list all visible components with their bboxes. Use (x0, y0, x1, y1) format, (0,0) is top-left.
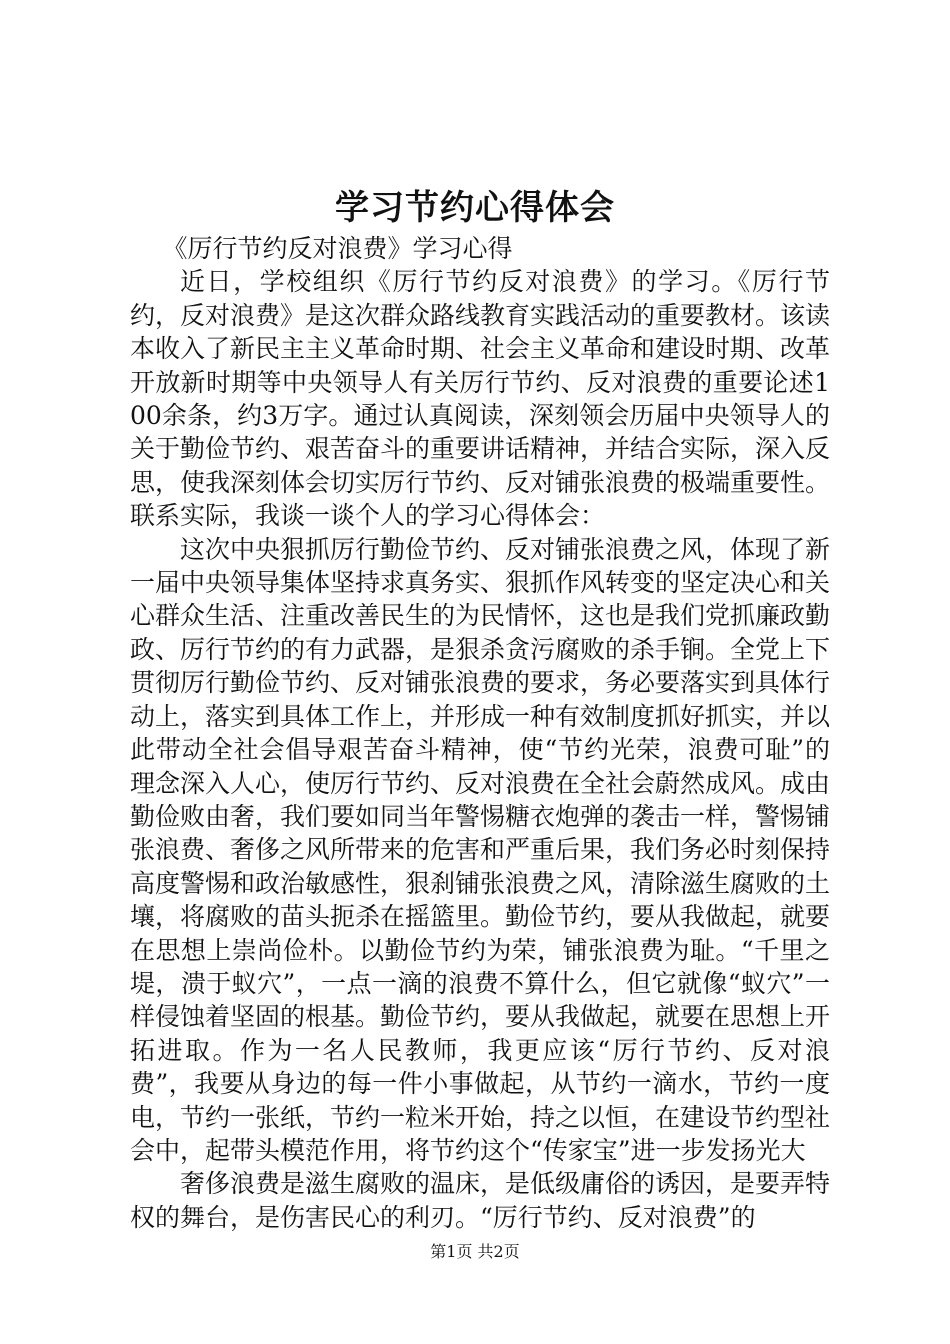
paragraph-3: 奢侈浪费是滋生腐败的温床，是低级庸俗的诱因，是要弄特权的舞台，是伤害民心的利刃。“厉行节约、反对浪费”的 (130, 1169, 831, 1232)
paragraph-2: 这次中央狠抓厉行勤俭节约、反对铺张浪费之风，体现了新一届中央领导集体坚持求真务实、狠抓作风转变的坚定决心和关心群众生活、注重改善民生的为民情怀，这也是我们党抓廉政勤政、厉行节约的有力武器，是狠杀贪污腐败的杀手锏。全党上下贯彻厉行勤俭节约、反对铺张浪费的要求，务必要落实到具体行动上，落实到具体工作上，并形成一种有效制度抓好抓实，并以此带动全社会倡导艰苦奋斗精神，使“节约光荣，浪费可耻”的理念深入人心，使厉行节约、反对浪费在全社会蔚然成风。成由勤俭败由奢，我们要如同当年警惕糖衣炮弹的袭击一样，警惕铺张浪费、奢侈之风所带来的危害和严重后果，我们务必时刻保持高度警惕和政治敏感性，狠刹铺张浪费之风，清除滋生腐败的土壤，将腐败的苗头扼杀在摇篮里。勤俭节约，要从我做起，就要在思想上崇尚俭朴。以勤俭节约为荣，铺张浪费为耻。“千里之堤，溃于蚁穴”，一点一滴的浪费不算什么，但它就像“蚁穴”一样侵蚀着坚固的根基。勤俭节约，要从我做起，就要在思想上开拓进取。作为一名人民教师，我更应该“厉行节约、反对浪费”，我要从身边的每一件小事做起，从节约一滴水，节约一度电，节约一张纸，节约一粒米开始，持之以恒，在建设节约型社会中，起带头模范作用，将节约这个“传家宝”进一步发扬光大 (130, 534, 831, 1165)
document-subtitle: 《厉行节约反对浪费》学习心得 (162, 234, 513, 263)
paragraph-1: 近日，学校组织《厉行节约反对浪费》的学习。《厉行节约，反对浪费》是这次群众路线教育实践活动的重要教材。该读本收入了新民主主义革命时期、社会主义革命和建设时期、改革开放新时期等中央领导人有关厉行节约、反对浪费的重要论述100余条，约3万字。通过认真阅读，深刻领会历届中央领导人的关于勤俭节约、艰苦奋斗的重要讲话精神，并结合实际，深入反思，使我深刻体会切实厉行节约、反对铺张浪费的极端重要性。联系实际，我谈一谈个人的学习心得体会： (130, 267, 831, 531)
document-body (130, 232, 830, 1234)
document-title: 学习节约心得体会 (335, 188, 615, 228)
page-footer: 第1页 共2页 (430, 1242, 520, 1261)
